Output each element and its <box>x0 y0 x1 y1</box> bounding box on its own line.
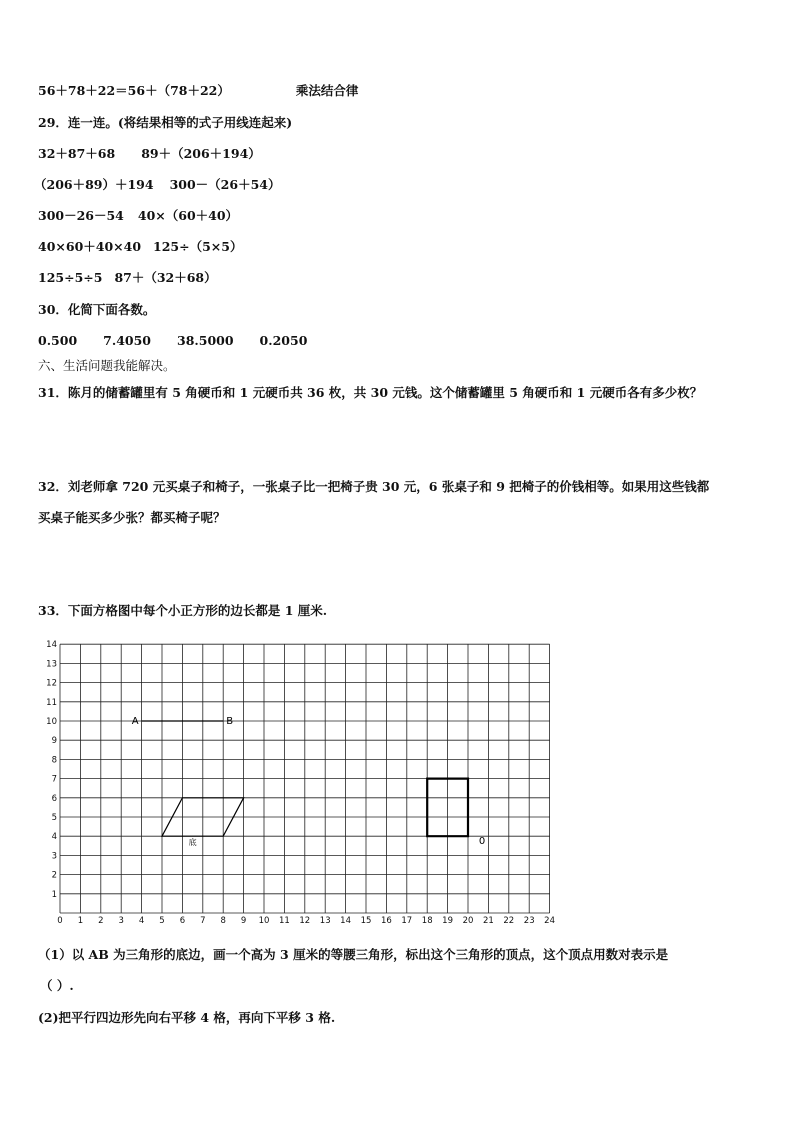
q28-expression: 56＋78＋22＝56＋（78＋22） <box>38 83 230 98</box>
x-tick-label: 17 <box>401 916 413 926</box>
q30-number: 0.500 <box>38 333 78 348</box>
q29-left-expr: 300－26－54 <box>38 208 124 223</box>
rectangle-label: 0 <box>478 836 486 848</box>
section-heading: 六、生活问题我能解决。 <box>38 358 176 373</box>
q33-sub1-line2: （ ）. <box>40 978 74 993</box>
y-tick-label: 8 <box>51 755 57 766</box>
q29-right-expr: 40×（60＋40） <box>137 208 239 223</box>
q29-left-expr: 125÷5÷5 <box>38 270 103 285</box>
point-b-label: B <box>226 716 234 727</box>
point-a-label: A <box>131 716 139 727</box>
x-tick-label: 5 <box>159 916 165 926</box>
y-tick-label: 2 <box>51 870 57 881</box>
x-tick-label: 3 <box>118 916 124 926</box>
y-tick-label: 4 <box>51 832 57 843</box>
x-tick-label: 12 <box>299 916 311 926</box>
parallelogram-base-label: 底 <box>188 838 197 848</box>
x-tick-label: 9 <box>240 916 247 926</box>
x-tick-label: 14 <box>340 916 352 926</box>
x-tick-label: 1 <box>77 916 84 926</box>
q29-right-expr: 300－（26＋54） <box>169 177 281 192</box>
x-tick-label: 2 <box>98 916 104 926</box>
q30-number: 7.4050 <box>103 333 151 348</box>
y-tick-label: 11 <box>46 697 57 708</box>
x-tick-label: 16 <box>380 916 392 926</box>
x-tick-label: 13 <box>319 916 331 926</box>
q29-left-expr: 32＋87＋68 <box>38 146 116 161</box>
x-tick-label: 4 <box>138 916 145 926</box>
y-tick-label: 6 <box>51 793 57 804</box>
q33-sub1-line1: （1）以 AB 为三角形的底边，画一个高为 3 厘米的等腰三角形，标出这个三角形的顶点，这个顶点用数对表示是 <box>38 947 669 962</box>
q30-number: 38.5000 <box>177 333 234 348</box>
y-tick-label: 14 <box>46 640 57 651</box>
y-tick-label: 9 <box>51 736 57 747</box>
x-tick-label: 15 <box>360 916 372 926</box>
y-tick-label: 7 <box>51 774 57 785</box>
x-tick-label: 20 <box>462 916 474 926</box>
x-tick-label: 24 <box>544 916 556 926</box>
q31-text: 31．陈月的储蓄罐里有 5 角硬币和 1 元硬币共 36 枚，共 30 元钱。这个储蓄罐里 5 角硬币和 1 元硬币各有多少枚？ <box>38 385 703 400</box>
q29-right-expr: 87＋（32＋68） <box>114 270 217 285</box>
x-tick-label: 23 <box>523 916 535 926</box>
x-tick-label: 10 <box>258 916 270 926</box>
q29-title: 29．连一连。(将结果相等的式子用线连起来) <box>38 115 293 130</box>
q29-left-expr: 40×60＋40×40 <box>38 239 142 254</box>
q30-number: 0.2050 <box>259 333 308 348</box>
x-tick-label: 6 <box>179 916 186 926</box>
q29-right-expr: 89＋（206＋194） <box>141 146 261 161</box>
x-tick-label: 21 <box>482 916 494 926</box>
x-tick-label: 18 <box>421 916 433 926</box>
q33-sub2: (2)把平行四边形先向右平移 4 格，再向下平移 3 格. <box>38 1010 336 1025</box>
q32-text-line2: 买桌子能买多少张？都买椅子呢？ <box>38 510 226 525</box>
y-tick-label: 1 <box>51 889 57 900</box>
q29-right-expr: 125÷（5×5） <box>153 239 243 254</box>
q33-title: 33．下面方格图中每个小正方形的边长都是 1 厘米. <box>38 603 328 618</box>
x-tick-label: 7 <box>200 916 206 926</box>
x-tick-label: 22 <box>503 916 515 926</box>
y-tick-label: 12 <box>46 678 57 689</box>
y-tick-label: 10 <box>46 717 57 727</box>
y-tick-label: 13 <box>46 659 57 670</box>
q32-text-line1: 32．刘老师拿 720 元买桌子和椅子，一张桌子比一把椅子贵 30 元，6 张桌子和 9 把椅子的价钱相等。如果用这些钱都 <box>38 479 710 494</box>
x-tick-label: 0 <box>57 916 63 926</box>
q28-law: 乘法结合律 <box>295 83 359 98</box>
x-tick-label: 19 <box>442 916 454 926</box>
y-tick-label: 5 <box>51 813 57 823</box>
x-tick-label: 11 <box>278 916 290 926</box>
x-tick-label: 8 <box>220 916 226 926</box>
q30-title: 30．化简下面各数。 <box>38 302 156 317</box>
q29-left-expr: （206＋89）＋194 <box>34 177 154 192</box>
y-tick-label: 3 <box>51 851 57 862</box>
